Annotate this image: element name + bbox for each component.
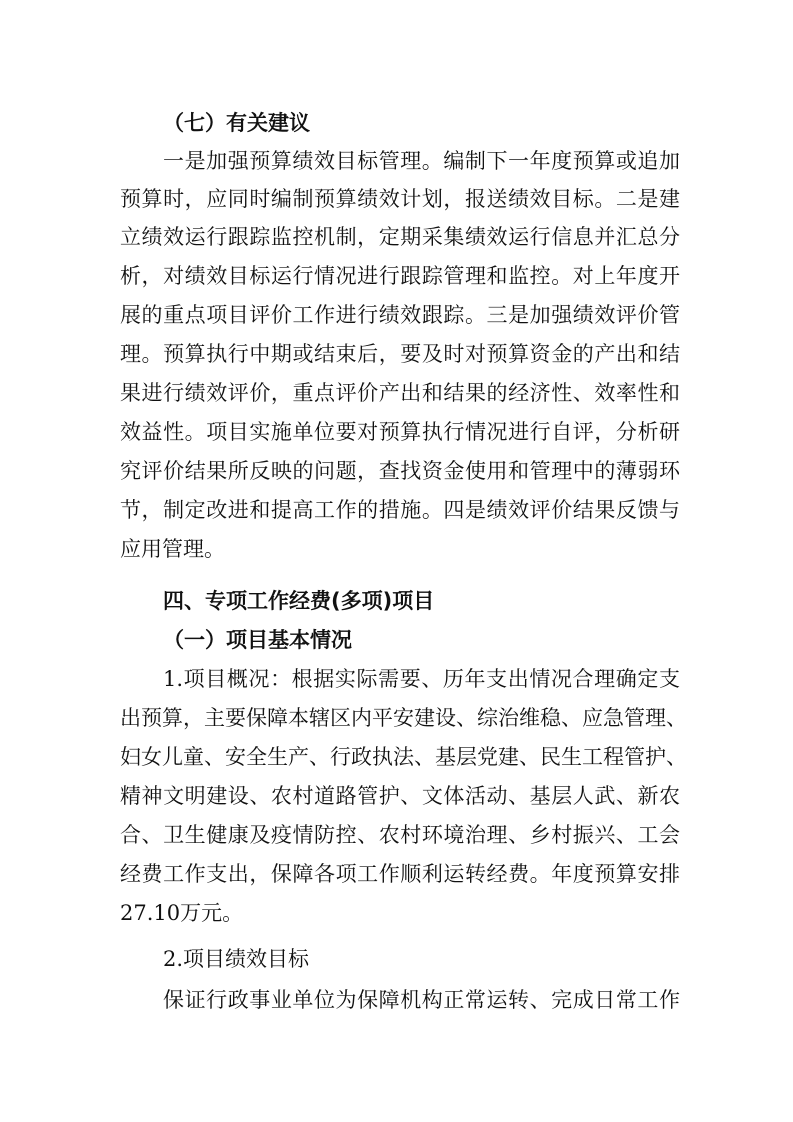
item-heading-performance-goal: 2.项目绩效目标 <box>163 947 310 971</box>
section-heading-suggestions: （七）有关建议 <box>163 110 310 135</box>
paragraph-line: 节，制定改进和提高工作的措施。四是绩效评价结果反馈与 <box>120 498 680 522</box>
section-heading-special-funds: 四、专项工作经费(多项)项目 <box>163 589 435 613</box>
paragraph-line: 应用管理。 <box>120 537 225 561</box>
paragraph-line: 经费工作支出，保障各项工作顺利运转经费。年度预算安排 <box>120 862 680 886</box>
paragraph-line: 出预算，主要保障本辖区内平安建设、综治维稳、应急管理、 <box>120 706 687 730</box>
paragraph-line: 妇女儿童、安全生产、行政执法、基层党建、民生工程管护、 <box>120 745 687 769</box>
paragraph-line: 理。预算执行中期或结束后，要及时对预算资金的产出和结 <box>120 342 680 366</box>
paragraph-line: 究评价结果所反映的问题，查找资金使用和管理中的薄弱环 <box>120 459 680 483</box>
paragraph-line: 精神文明建设、农村道路管护、文体活动、基层人武、新农 <box>120 784 680 808</box>
paragraph-line: 展的重点项目评价工作进行绩效跟踪。三是加强绩效评价管 <box>120 303 680 327</box>
paragraph-line: 27.10万元。 <box>120 901 244 925</box>
paragraph-line: 预算时，应同时编制预算绩效计划，报送绩效目标。二是建 <box>120 187 680 211</box>
paragraph-line: 保证行政事业单位为保障机构正常运转、完成日常工作 <box>163 988 680 1012</box>
subsection-heading-basic-info: （一）项目基本情况 <box>163 627 352 652</box>
paragraph-line: 析，对绩效目标运行情况进行跟踪管理和监控。对上年度开 <box>120 264 680 288</box>
paragraph-line: 果进行绩效评价，重点评价产出和结果的经济性、效率性和 <box>120 381 680 405</box>
paragraph-line: 合、卫生健康及疫情防控、农村环境治理、乡村振兴、工会 <box>120 823 680 847</box>
paragraph-line: 立绩效运行跟踪监控机制，定期采集绩效运行信息并汇总分 <box>120 225 680 249</box>
paragraph-line: 效益性。项目实施单位要对预算执行情况进行自评，分析研 <box>120 420 680 444</box>
paragraph-line: 1.项目概况：根据实际需要、历年支出情况合理确定支 <box>163 667 680 691</box>
paragraph-line: 一是加强预算绩效目标管理。编制下一年度预算或追加 <box>163 149 680 173</box>
